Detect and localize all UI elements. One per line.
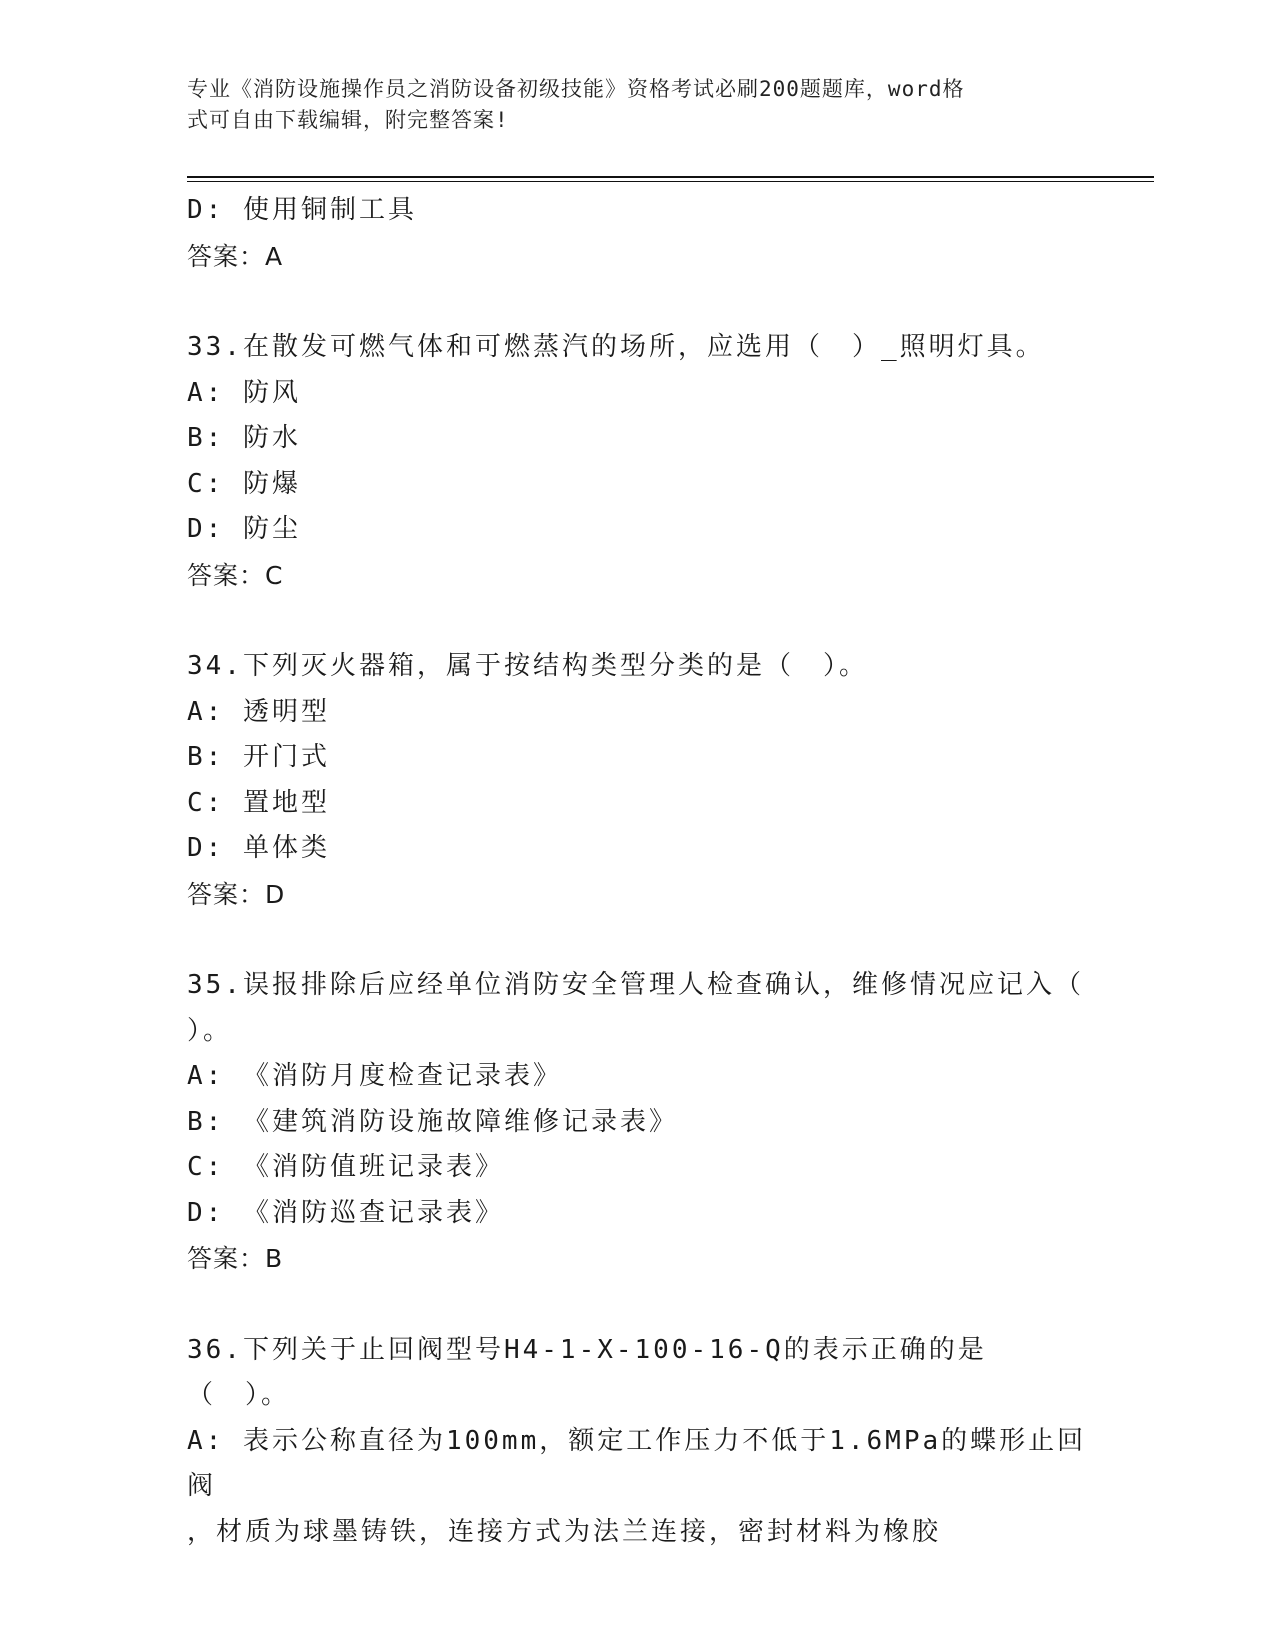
option-a-line-1: A: 表示公称直径为100mm，额定工作压力不低于1.6MPa的蝶形止回阀 [187, 1425, 1087, 1501]
answer-line: 答案：B [187, 1244, 284, 1273]
question-stem: 34.下列灭火器箱，属于按结构类型分类的是（ ）。 [187, 651, 868, 681]
header-divider-thin [187, 181, 1154, 182]
option-d: D: 防尘 [187, 514, 301, 544]
question-35 [187, 963, 1087, 1282]
answer-line: 答案：C [187, 560, 284, 590]
question-33 [187, 325, 1087, 598]
answer-line: 答案：A [187, 241, 284, 271]
question-stem: 36.下列关于止回阀型号H4-1-X-100-16-Q的表示正确的是（ ）。 [187, 1334, 987, 1410]
question-stem-line-2: ）。 [187, 1015, 233, 1046]
option-b: B: 开门式 [187, 742, 330, 772]
header-line-2: 式可自由下载编辑，附完整答案! [187, 108, 509, 132]
option-d: D: 使用铜制工具 [187, 195, 417, 225]
answer-line: 答案：D [187, 879, 286, 909]
question-stem: 33.在散发可燃气体和可燃蒸汽的场所，应选用（ ）_照明灯具。 [187, 332, 1045, 362]
option-a-line-2: ，材质为球墨铸铁，连接方式为法兰连接，密封材料为橡胶 [187, 1516, 942, 1547]
question-list [187, 188, 1087, 1555]
option-a: A: 防风 [187, 377, 301, 408]
option-b: B: 防水 [187, 423, 301, 453]
option-b: B: 《建筑消防设施故障维修记录表》 [187, 1106, 678, 1137]
header-line-1: 专业《消防设施操作员之消防设备初级技能》资格考试必刷200题题库，word格 [187, 77, 965, 101]
option-c: C: 置地型 [187, 787, 330, 818]
option-d: D: 《消防巡查记录表》 [187, 1197, 504, 1228]
previous-question-tail [187, 188, 1087, 279]
option-c: C: 《消防值班记录表》 [187, 1152, 504, 1182]
question-34 [187, 644, 1087, 917]
document-header [187, 74, 1067, 136]
question-stem-line-1: 35.误报排除后应经单位消防安全管理人检查确认，维修情况应记入（ [187, 970, 1084, 1000]
option-c: C: 防爆 [187, 468, 301, 499]
option-d: D: 单体类 [187, 833, 330, 863]
option-a: A: 《消防月度检查记录表》 [187, 1061, 562, 1091]
option-a: A: 透明型 [187, 696, 330, 727]
question-36 [187, 1328, 1087, 1556]
header-divider-thick [187, 176, 1154, 178]
